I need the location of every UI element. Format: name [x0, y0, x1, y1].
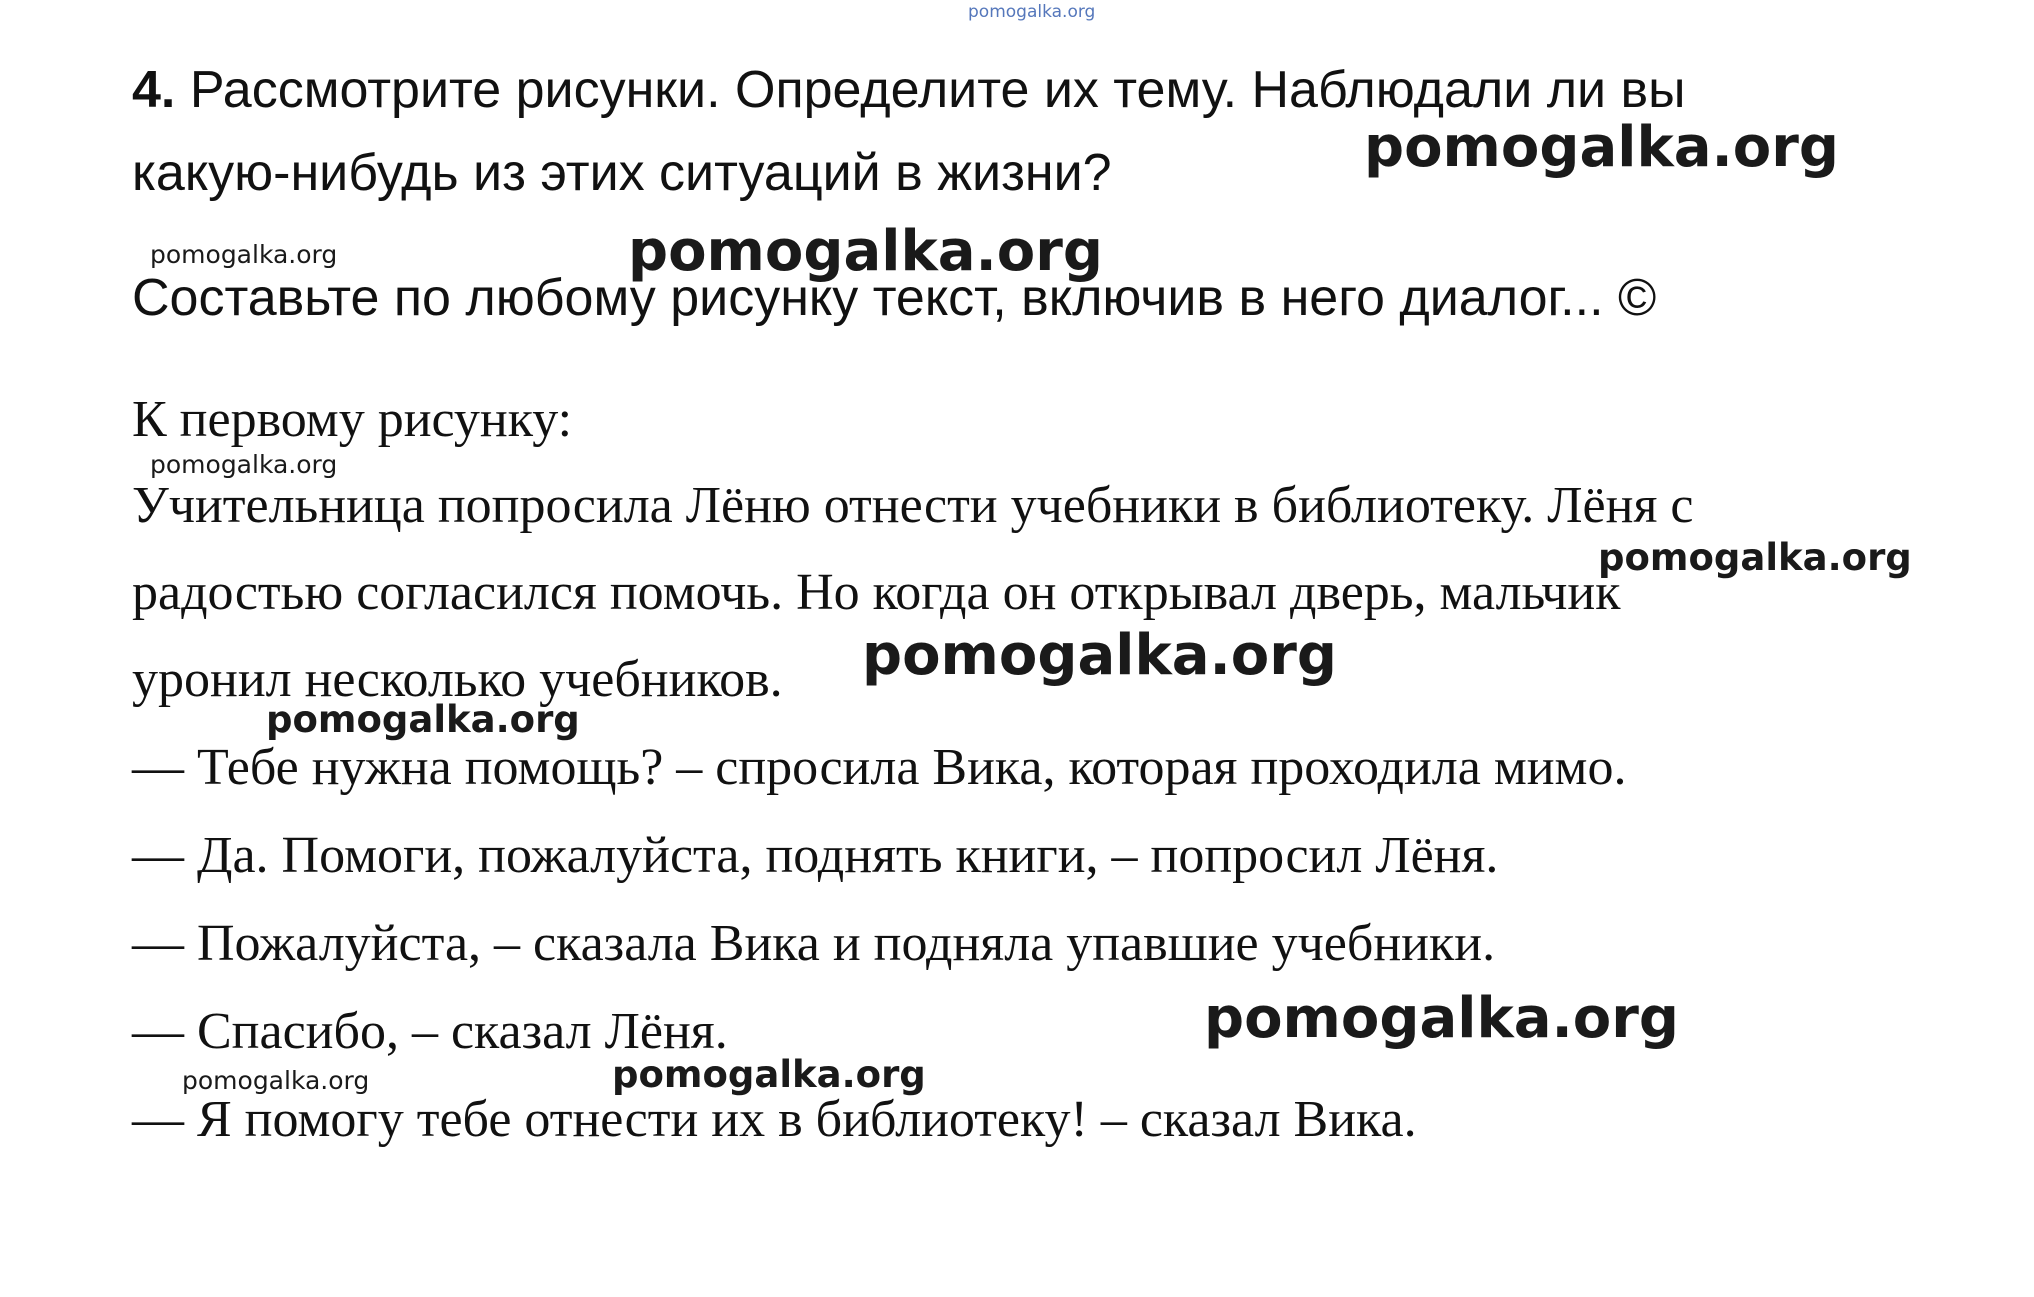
- task-number: 4.: [132, 61, 176, 119]
- dialog-line: — Спасибо, – сказал Лёня.: [132, 1003, 728, 1060]
- answer-paragraph-line: уронил несколько учебников.: [132, 651, 783, 708]
- watermark: pomogalka.org: [612, 1053, 926, 1096]
- watermark: pomogalka.org: [182, 1066, 370, 1095]
- watermark: pomogalka.org: [1598, 536, 1912, 579]
- dialog-line: — Я помогу тебе отнести их в библиотеку! – сказал Вика.: [132, 1091, 1417, 1148]
- task-line-2: какую-нибудь из этих ситуаций в жизни?: [132, 144, 1112, 202]
- task-text: Рассмотрите рисунки. Определите их тему. Наблюдали ли вы: [189, 61, 1686, 119]
- watermark: pomogalka.org: [266, 698, 580, 741]
- answer-paragraph-line: радостью согласился помочь. Но когда он открывал дверь, мальчик: [132, 564, 1621, 621]
- task-line-3: Составьте по любому рисунку текст, включив в него диалог... ©: [132, 269, 1657, 327]
- watermark: pomogalka.org: [862, 623, 1337, 688]
- answer-paragraph-line: Учительница попросила Лёню отнести учебники в библиотеку. Лёня с: [132, 477, 1694, 534]
- dialog-line: — Тебе нужна помощь? – спросила Вика, которая проходила мимо.: [132, 739, 1627, 796]
- watermark: pomogalka.org: [150, 450, 338, 479]
- dialog-line: — Да. Помоги, пожалуйста, поднять книги, – попросил Лёня.: [132, 827, 1499, 884]
- answer-heading: К первому рисунку:: [132, 391, 573, 448]
- watermark: pomogalka.org: [1364, 115, 1839, 180]
- task-line-1: [132, 60, 1686, 120]
- watermark: pomogalka.org: [1204, 986, 1679, 1051]
- watermark: pomogalka.org: [628, 219, 1103, 284]
- watermark: pomogalka.org: [150, 240, 338, 269]
- dialog-line: — Пожалуйста, – сказала Вика и подняла упавшие учебники.: [132, 915, 1496, 972]
- watermark: pomogalka.org: [968, 2, 1096, 22]
